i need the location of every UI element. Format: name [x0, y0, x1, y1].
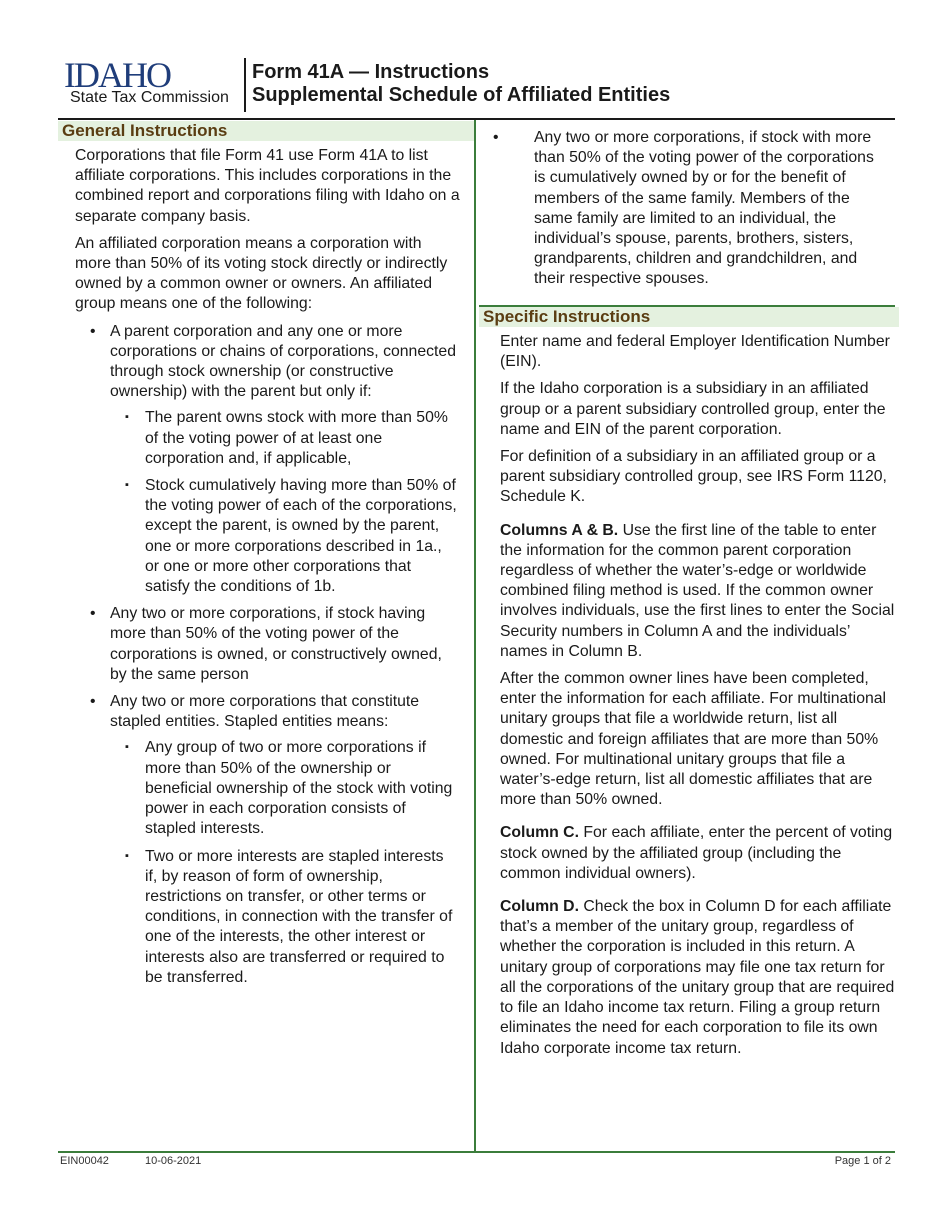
list-item-text: Any two or more corporations that constitute stapled entities. Stapled entities means:: [110, 693, 420, 731]
column-divider: [474, 120, 476, 1152]
logo-wordmark: IDAHO: [64, 55, 170, 95]
general-instructions-heading: General Instructions: [58, 121, 474, 141]
bullet-icon: •: [90, 322, 96, 340]
list-item: [90, 604, 460, 685]
columns-ab-label: Columns A & B.: [500, 521, 619, 539]
form-subtitle: Supplemental Schedule of Affiliated Entities: [252, 84, 671, 106]
sub-list-item-text: Two or more interests are stapled interests if, by reason of form of ownership, restrictions on transfer, or other terms or conditions, in connection with the transfer of one of the interests, the other interest or interests also are transferred or required to be transferred.: [145, 847, 453, 986]
specific-instructions-body: [500, 332, 895, 1066]
sub-list: [110, 738, 460, 987]
general-instructions-body: [75, 146, 460, 995]
revision-date: 10-06-2021: [145, 1155, 202, 1167]
sub-list-item: [125, 738, 460, 839]
square-bullet-icon: ▪: [125, 741, 129, 754]
paragraph: For definition of a subsidiary in an affiliated group or a parent subsidiary controlled group, see IRS Form 1120, Schedule K.: [500, 448, 887, 506]
page-header: [60, 56, 895, 118]
column-d-label: Column D.: [500, 898, 579, 916]
columns-ab-paragraph: [500, 521, 895, 662]
bullet-icon: •: [90, 605, 96, 623]
sub-list-item: [125, 408, 460, 469]
list-item-text: A parent corporation and any one or more corporations or chains of corporations, connected through stock ownership (or constructive ownership) with the parent but only if:: [110, 322, 456, 401]
list-item: [90, 692, 460, 988]
specific-instructions-heading: Specific Instructions: [479, 307, 899, 327]
bottom-rule: [58, 1151, 895, 1153]
sub-list-item-text: Stock cumulatively having more than 50% of the voting power of each of the corporations, except the parent, is owned by the parent, one or more corporations described in 1a., or one or more other corporations that satisfy the conditions of 1b.: [145, 477, 457, 596]
paragraph: An affiliated corporation means a corporation with more than 50% of its voting stock directly or indirectly owned by a common owner or owners. An affiliated group means one of the following:: [75, 234, 448, 313]
form-code: EIN00042: [60, 1155, 109, 1167]
header-divider: [244, 58, 246, 112]
column-c-paragraph: [500, 823, 895, 884]
sub-list-item-text: Any group of two or more corporations if more than 50% of the ownership or beneficial ownership of the stock with voting power in each corporation consists of stapled interests.: [145, 739, 453, 838]
sub-list: [110, 408, 460, 597]
column-c-text: For each affiliate, enter the percent of voting stock owned by the affiliated group (including the common individual owners).: [500, 824, 893, 882]
list-item-text: Any two or more corporations, if stock with more than 50% of the voting power of the corporations is cumulatively owned by or for the benefit of members of the same family. Members of the same family are limited to an individual, the individual’s spouse, parents, brothers, sisters, grandparents, children and grandchildren, and their respective spouses.: [534, 129, 874, 288]
sub-list-item-text: The parent owns stock with more than 50% of the voting power of at least one corporation and, if applicable,: [145, 409, 448, 467]
list-item-text: Any two or more corporations, if stock having more than 50% of the voting power of the corporations is owned, or constructively owned, by the same person: [110, 605, 442, 683]
logo-subtitle: State Tax Commission: [70, 89, 229, 106]
square-bullet-icon: ▪: [125, 411, 129, 424]
paragraph: Corporations that file Form 41 use Form 41A to list affiliate corporations. This includes corporations in the combined report and corporations filing with Idaho on a separate company basis.: [75, 147, 460, 225]
square-bullet-icon: ▪: [125, 849, 129, 862]
list-item: [90, 322, 460, 598]
paragraph: If the Idaho corporation is a subsidiary in an affiliated group or a parent subsidiary controlled group, enter the name and EIN of the parent corporation.: [500, 380, 886, 438]
form-title: Form 41A — Instructions: [252, 61, 490, 83]
bullet-icon: •: [90, 693, 96, 711]
sub-list-item: [125, 847, 460, 988]
paragraph: Enter name and federal Employer Identification Number (EIN).: [500, 333, 890, 371]
bullet-icon: •: [493, 129, 499, 146]
column-c-label: Column C.: [500, 824, 579, 842]
square-bullet-icon: ▪: [125, 479, 129, 492]
top-rule: [58, 118, 895, 120]
sub-list-item: [125, 476, 460, 597]
affiliated-group-list: [75, 322, 460, 988]
idaho-logo: [60, 56, 240, 112]
paragraph: After the common owner lines have been completed, enter the information for each affiliate. For multinational unitary groups that file a worldwide return, list all domestic and foreign affiliates that are more than 50% owned. For multinational unitary groups that file a water’s-edge return, list all domestic affiliates that are more than 50% owned.: [500, 670, 887, 809]
column-d-text: Check the box in Column D for each affiliate that’s a member of the unitary group, regardless of whether the corporation is included in this return. A unitary group of corporations may file one tax return for all the corporations of the unitary group that are required to file an Idaho income tax return. Filing a group return eliminates the need for each corporation to file its own Idaho corporate income tax return.: [500, 898, 895, 1057]
columns-ab-text: Use the first line of the table to enter the information for the common parent corporation regardless of whether the water’s-edge or worldwide combined filing method is used. If the common owner involves individuals, use the first lines to enter the Social Security numbers in Column A and the individuals’ names in Column B.: [500, 521, 895, 660]
page-number: Page 1 of 2: [834, 1155, 891, 1167]
family-ownership-list-item: [493, 128, 888, 290]
column-d-paragraph: [500, 897, 895, 1059]
